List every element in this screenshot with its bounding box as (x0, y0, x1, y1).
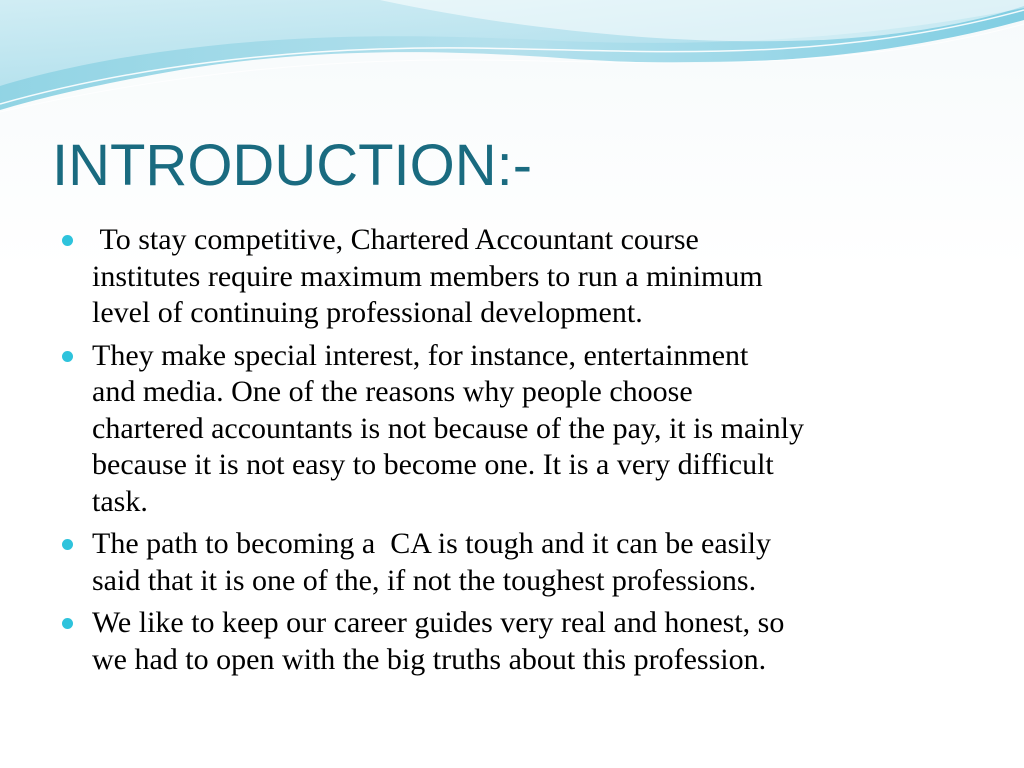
bullet-line: said that it is one of the, if not the toughest professions. (92, 563, 757, 597)
bullet-item (58, 605, 978, 678)
bullet-line: and media. One of the reasons why people choose (92, 375, 693, 408)
bullet-item (58, 222, 978, 332)
bullet-line: we had to open with the big truths about this profession. (92, 642, 767, 676)
bullet-dot-icon (62, 539, 73, 550)
header-wave-decoration (0, 0, 1024, 120)
bullet-line: task. (92, 484, 148, 518)
bullet-item (58, 338, 978, 521)
bullet-line: institutes require maximum members to run a minimum (92, 259, 763, 293)
bullet-dot-icon (62, 618, 73, 629)
bullet-line: because it is not easy to become one. It is a very difficult (92, 448, 774, 481)
bullet-line: They make special interest, for instance, entertainment (92, 338, 749, 372)
bullet-dot-icon (62, 351, 73, 362)
bullet-line: We like to keep our career guides very real and honest, so (92, 606, 785, 639)
bullet-dot-icon (62, 235, 73, 246)
bullet-line: chartered accountants is not because of the pay, it is mainly (92, 411, 804, 445)
bullet-item (58, 526, 978, 599)
bullet-list (58, 222, 978, 684)
bullet-line: level of continuing professional development. (92, 296, 643, 329)
bullet-line: The path to becoming a CA is tough and it can be easily (92, 527, 772, 560)
bullet-line: To stay competitive, Chartered Accountant course (92, 223, 699, 256)
slide-title: INTRODUCTION:- (52, 133, 533, 198)
